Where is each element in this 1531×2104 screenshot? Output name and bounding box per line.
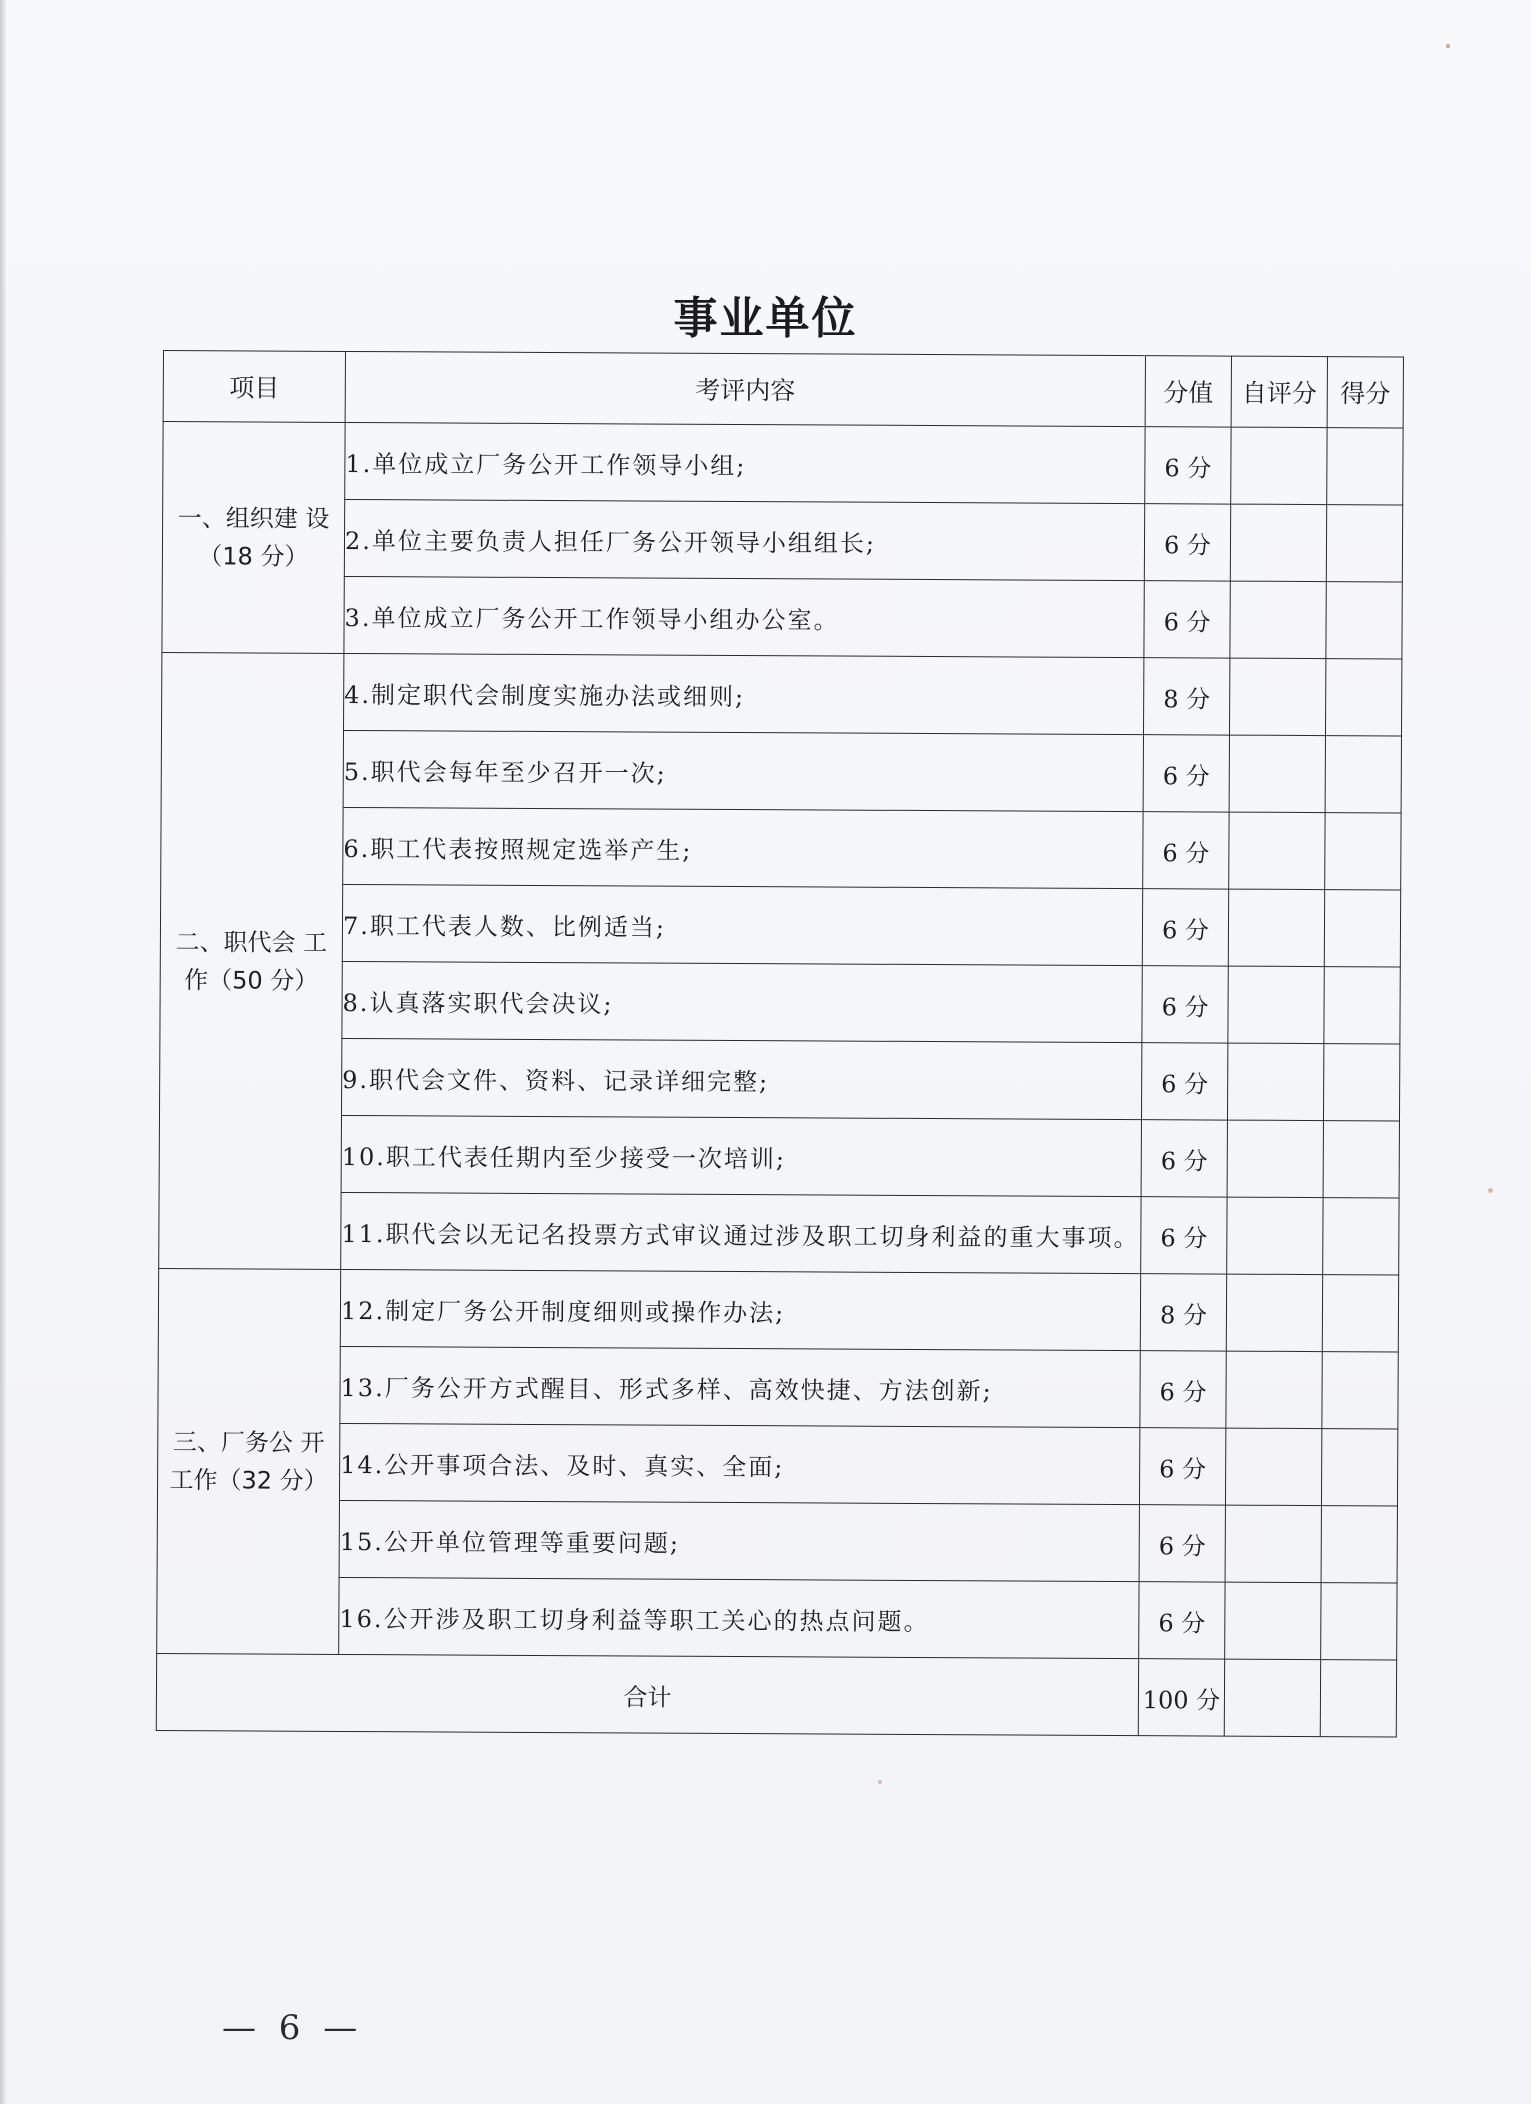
self-score-cell[interactable] (1231, 427, 1327, 505)
table-row (160, 883, 1400, 966)
table-row (159, 1037, 1399, 1120)
score-cell[interactable] (1325, 813, 1401, 890)
table-row (163, 422, 1403, 505)
score-cell[interactable] (1322, 1352, 1398, 1429)
evaluation-table (156, 350, 1404, 1737)
self-score-cell[interactable] (1226, 1351, 1322, 1429)
self-score-cell[interactable] (1227, 1197, 1323, 1275)
section-label-line2: 工作（32 分） (169, 1466, 328, 1495)
scan-speck (878, 1780, 882, 1784)
total-label: 合计 (156, 1653, 1138, 1735)
self-score-cell[interactable] (1229, 658, 1325, 736)
self-score-cell[interactable] (1229, 812, 1325, 890)
table-row (157, 1422, 1397, 1505)
item-content: 13.厂务公开方式醒目、形式多样、高效快捷、方法创新; (340, 1346, 1140, 1427)
section-label (162, 422, 345, 654)
self-score-cell[interactable] (1225, 1505, 1321, 1583)
self-score-cell[interactable] (1228, 889, 1324, 967)
score-cell[interactable] (1327, 428, 1403, 505)
section-label-line1: 一、组织建 设 (177, 504, 330, 533)
table-row (161, 806, 1401, 889)
item-content: 16.公开涉及职工切身利益等职工关心的热点问题。 (339, 1577, 1139, 1658)
section-label-line1: 二、职代会 工 (175, 927, 328, 957)
table-row (158, 1345, 1398, 1428)
item-points: 6 分 (1142, 966, 1228, 1043)
table-row (159, 1114, 1399, 1197)
table-row (160, 960, 1400, 1043)
score-cell[interactable] (1321, 1506, 1397, 1583)
score-cell[interactable] (1323, 1121, 1399, 1198)
header-score: 得分 (1327, 357, 1403, 428)
table-row (161, 729, 1401, 812)
score-cell[interactable] (1324, 967, 1400, 1044)
score-cell[interactable] (1324, 890, 1400, 967)
item-points: 6 分 (1140, 1351, 1226, 1428)
self-score-cell[interactable] (1225, 1428, 1321, 1506)
scan-speck (1446, 44, 1450, 48)
item-points: 6 分 (1143, 735, 1229, 812)
self-score-cell[interactable] (1228, 966, 1324, 1044)
scan-speck (1488, 1188, 1493, 1193)
item-points: 6 分 (1143, 812, 1229, 889)
item-content: 6.职工代表按照规定选举产生; (343, 807, 1143, 888)
header-self-score: 自评分 (1231, 356, 1327, 428)
self-score-cell[interactable] (1230, 581, 1326, 659)
self-score-cell[interactable] (1227, 1043, 1323, 1121)
section-label-line2: 作（50 分） (184, 965, 319, 995)
score-cell[interactable] (1323, 1044, 1399, 1121)
item-content: 12.制定厂务公开制度细则或操作办法; (340, 1269, 1140, 1350)
item-content: 1.单位成立厂务公开工作领导小组; (345, 422, 1145, 503)
item-points: 6 分 (1142, 889, 1228, 966)
table-row (162, 575, 1402, 658)
item-content: 5.职代会每年至少召开一次; (343, 730, 1143, 811)
item-points: 6 分 (1139, 1582, 1225, 1659)
table-row (159, 1191, 1399, 1274)
item-content: 9.职代会文件、资料、记录详细完整; (341, 1038, 1141, 1119)
self-score-cell[interactable] (1230, 504, 1326, 582)
section-label (157, 1268, 341, 1654)
score-cell[interactable] (1325, 659, 1401, 736)
item-content: 11.职代会以无记名投票方式审议通过涉及职工切身利益的重大事项。 (341, 1192, 1141, 1273)
item-points: 6 分 (1139, 1428, 1225, 1505)
item-content: 14.公开事项合法、及时、真实、全面; (339, 1423, 1139, 1504)
item-points: 6 分 (1145, 427, 1231, 504)
table-row (157, 1576, 1397, 1659)
page-title: 事业单位 (673, 293, 858, 344)
total-points: 100 分 (1138, 1659, 1224, 1736)
score-cell[interactable] (1323, 1198, 1399, 1275)
section-label-line1: 三、厂务公 开 (172, 1428, 325, 1457)
total-row (156, 1653, 1396, 1736)
page-number: — 6 — (222, 2008, 364, 2048)
section-label-line2: （18 分） (198, 542, 309, 571)
item-points: 6 分 (1141, 1197, 1227, 1274)
score-cell[interactable] (1326, 582, 1402, 659)
item-content: 3.单位成立厂务公开工作领导小组办公室。 (344, 576, 1144, 657)
self-score-cell[interactable] (1229, 735, 1325, 813)
item-content: 15.公开单位管理等重要问题; (339, 1500, 1139, 1581)
total-score-cell[interactable] (1320, 1660, 1396, 1737)
item-content: 8.认真落实职代会决议; (342, 961, 1142, 1042)
item-points: 8 分 (1140, 1274, 1226, 1351)
header-content: 考评内容 (345, 351, 1145, 426)
item-points: 6 分 (1144, 581, 1230, 658)
item-points: 6 分 (1141, 1043, 1227, 1120)
item-points: 6 分 (1141, 1120, 1227, 1197)
header-points: 分值 (1145, 356, 1231, 427)
item-content: 4.制定职代会制度实施办法或细则; (344, 653, 1144, 734)
header-project: 项目 (163, 351, 345, 423)
self-score-cell[interactable] (1226, 1274, 1322, 1352)
item-content: 10.职工代表任期内至少接受一次培训; (341, 1115, 1141, 1196)
score-cell[interactable] (1321, 1429, 1397, 1506)
item-points: 6 分 (1139, 1505, 1225, 1582)
table-row (158, 1268, 1398, 1351)
score-cell[interactable] (1322, 1275, 1398, 1352)
item-points: 6 分 (1144, 504, 1230, 581)
self-score-cell[interactable] (1225, 1582, 1321, 1660)
self-score-cell[interactable] (1227, 1120, 1323, 1198)
item-content: 7.职工代表人数、比例适当; (342, 884, 1142, 965)
table-header-row (163, 351, 1403, 428)
table-row (162, 499, 1402, 582)
item-content: 2.单位主要负责人担任厂务公开领导小组组长; (344, 499, 1144, 580)
score-cell[interactable] (1326, 505, 1402, 582)
table-row (162, 652, 1402, 735)
total-self-score-cell[interactable] (1224, 1659, 1320, 1737)
section-label (159, 652, 344, 1269)
table-row (157, 1499, 1397, 1582)
score-cell[interactable] (1325, 736, 1401, 813)
item-points: 8 分 (1143, 658, 1229, 735)
score-cell[interactable] (1321, 1583, 1397, 1660)
